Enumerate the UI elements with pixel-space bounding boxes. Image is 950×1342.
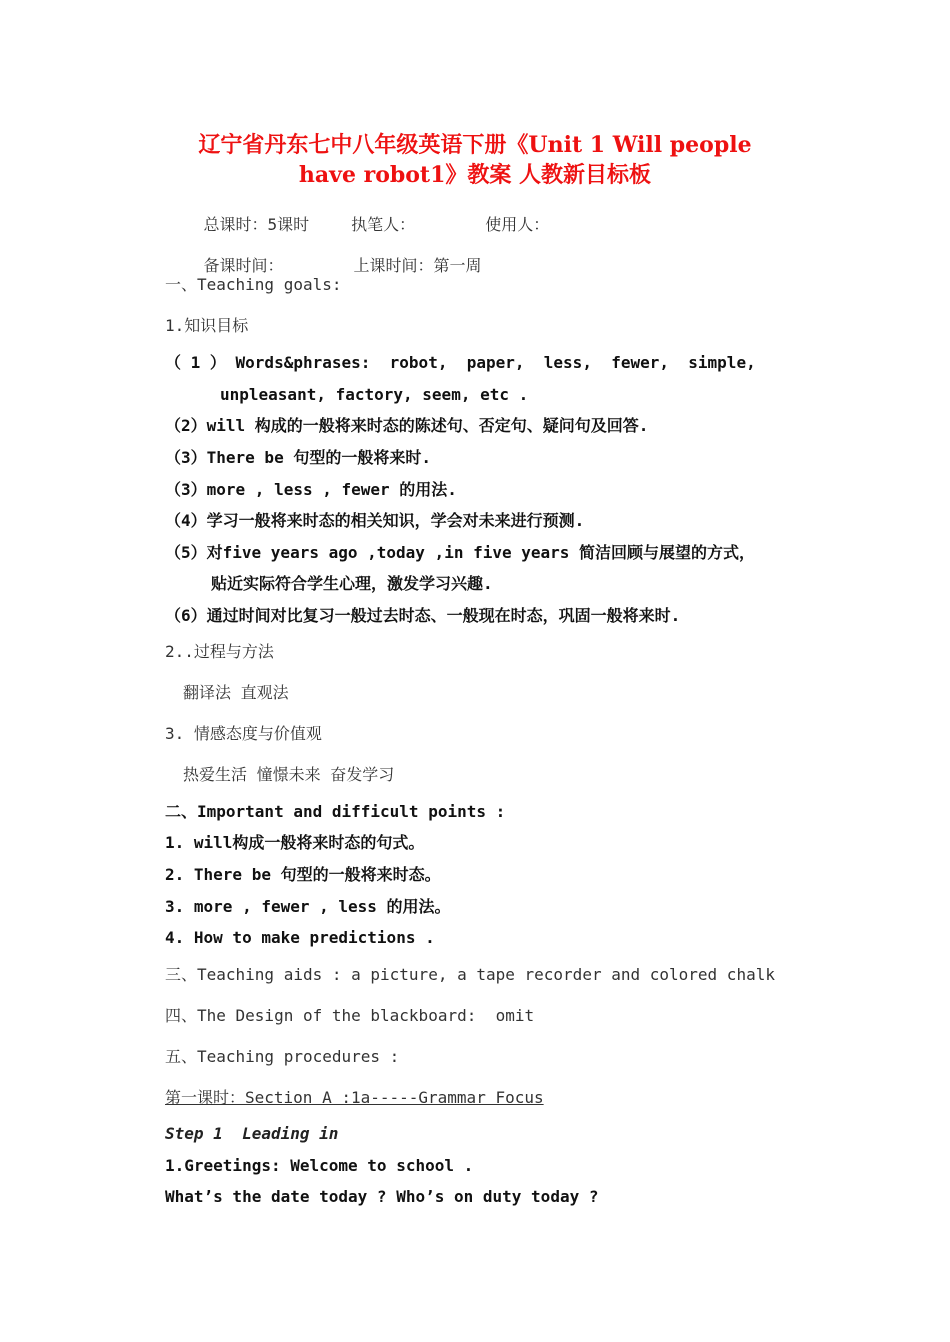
greeting-line: 1.Greetings: Welcome to school . <box>165 1156 474 1175</box>
goal-item-1: （ 1 ） Words&phrases: robot, paper, less, fewer, simple, <box>165 353 756 372</box>
prep-time-label: 备课时间： <box>203 256 284 275</box>
document-title-line-1: 辽宁省丹东七中八年级英语下册《Unit 1 Will people <box>198 132 752 158</box>
section-1-heading: 一、Teaching goals: <box>165 275 342 294</box>
process-method-heading: 2..过程与方法 <box>165 642 274 661</box>
section-4-blackboard: 四、The Design of the blackboard: omit <box>165 1006 535 1025</box>
goal-item-1-cont: unpleasant, factory, seem, etc . <box>220 385 529 404</box>
goal-item-3: （3）There be 句型的一般将来时. <box>165 448 431 467</box>
writer-label: 执笔人： <box>351 215 416 234</box>
knowledge-goals-heading: 1.知识目标 <box>165 316 249 335</box>
key-point-2: 2. There be 句型的一般将来时态。 <box>165 865 441 884</box>
class-time-label: 上课时间：第一周 <box>353 256 482 275</box>
key-point-1: 1. will构成一般将来时态的句式。 <box>165 833 425 852</box>
total-hours: 总课时：5课时 <box>203 215 310 234</box>
goal-item-5: （5）对five years ago ,today ,in five years 简洁回顾与展望的方式， <box>165 543 756 562</box>
section-5-procedures: 五、Teaching procedures : <box>165 1047 400 1066</box>
goal-item-2: （2）will 构成的一般将来时态的陈述句、否定句、疑问句及回答. <box>165 416 649 435</box>
user-label: 使用人： <box>485 215 550 234</box>
emotion-values-heading: 3. 情感态度与价值观 <box>165 724 322 743</box>
key-point-3: 3. more , fewer , less 的用法。 <box>165 897 451 916</box>
goal-item-5-cont: 贴近实际符合学生心理，激发学习兴趣. <box>211 574 493 593</box>
document-title-line-2: have robot1》教案 人教新目标板 <box>298 162 652 188</box>
step-1-heading: Step 1 Leading in <box>165 1124 339 1143</box>
lesson-1-heading: 第一课时：Section A :1a-----Grammar Focus <box>165 1088 544 1107</box>
process-method-text: 翻译法 直观法 <box>183 683 289 702</box>
section-2-heading: 二、Important and difficult points : <box>165 802 506 821</box>
key-point-4: 4. How to make predictions . <box>165 928 435 947</box>
section-3-teaching-aids: 三、Teaching aids : a picture, a tape recorder and colored chalk <box>165 965 775 984</box>
goal-item-6: （6）通过时间对比复习一般过去时态、一般现在时态，巩固一般将来时. <box>165 606 681 625</box>
goal-item-3b: （3）more , less , fewer 的用法. <box>165 480 457 499</box>
goal-item-4: （4）学习一般将来时态的相关知识，学会对未来进行预测. <box>165 511 585 530</box>
question-line: What’s the date today ? Who’s on duty today ? <box>165 1187 599 1206</box>
emotion-values-text: 热爱生活 憧憬未来 奋发学习 <box>183 765 395 784</box>
